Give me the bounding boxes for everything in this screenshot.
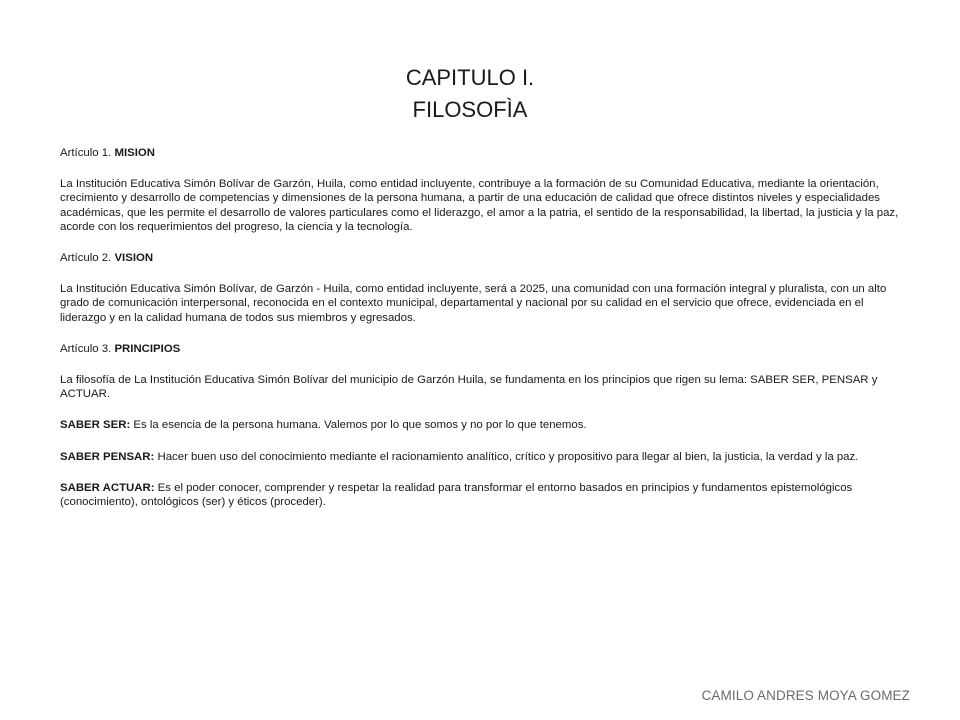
footer-author: CAMILO ANDRES MOYA GOMEZ — [701, 688, 910, 703]
chapter-title: CAPITULO I. — [405, 65, 535, 90]
article-name: PRINCIPIOS — [114, 342, 181, 355]
article-prefix: Artículo 1. — [60, 147, 112, 159]
chapter-subtitle: FILOSOFÌA — [412, 97, 528, 122]
principle-label: SABER SER: — [60, 419, 131, 432]
principle-saber-actuar — [60, 481, 905, 509]
article-body-principios: La filosofía de La Institución Educativa Simón Bolívar del municipio de Garzón Huila, se fundamenta en los principios que rigen su lema: SABER SER, PENSAR y ACTUAR. — [60, 374, 878, 401]
principle-saber-pensar — [60, 450, 905, 464]
article-heading-principios — [60, 342, 905, 356]
principle-text: Es el poder conocer, comprender y respetar la realidad para transformar el entorno basados en principios y fundamentos epistemológicos (conocimiento), ontológicos (ser) y éticos (proceder). — [60, 481, 853, 509]
article-prefix: Artículo 2. — [60, 252, 112, 265]
article-name: MISION — [114, 147, 155, 159]
principle-text: Es la esencia de la persona humana. Valemos por lo que somos y no por lo que tenemos. — [130, 419, 587, 432]
article-body-vision: La Institución Educativa Simón Bolívar, de Garzón - Huila, como entidad incluyente, será a 2025, una comunidad con una formación integral y pluralista, con un alto grado de comunicación interpersonal, reconocida en el contexto municipal, departamental y nacional por su calidad en el servicio que ofrece, evidenciada en el liderazgo y en la calidad humana de todos sus miembros y egresados. — [60, 283, 887, 324]
article-heading-mision — [60, 146, 905, 160]
principle-text: Hacer buen uso del conocimiento mediante el racionamiento analítico, crítico y propositivo para llegar al bien, la justicia, la verdad y la paz. — [154, 450, 859, 463]
article-heading-vision — [60, 251, 905, 265]
article-name: VISION — [114, 252, 154, 265]
principle-saber-ser — [60, 418, 905, 432]
article-body-mision: La Institución Educativa Simón Bolívar de Garzón, Huila, como entidad incluyente, contribuye a la formación de su Comunidad Educativa, mediante la orientación, crecimiento y desarrollo de competencias y dimensiones de la persona humana, a partir de una educación de calidad que ofrece distintos niveles y especialidades académicas, que les permite el desarrollo de valores particulares como el liderazgo, el amor a la patria, el sentido de la responsabilidad, la libertad, la justicia y la paz, acorde con los requerimientos del progreso, la ciencia y la tecnología. — [60, 178, 899, 233]
slide-title — [0, 62, 940, 126]
article-prefix: Artículo 3. — [60, 342, 112, 355]
principle-label: SABER PENSAR: — [60, 450, 155, 463]
principle-label: SABER ACTUAR: — [60, 481, 155, 494]
document-body — [60, 146, 905, 526]
